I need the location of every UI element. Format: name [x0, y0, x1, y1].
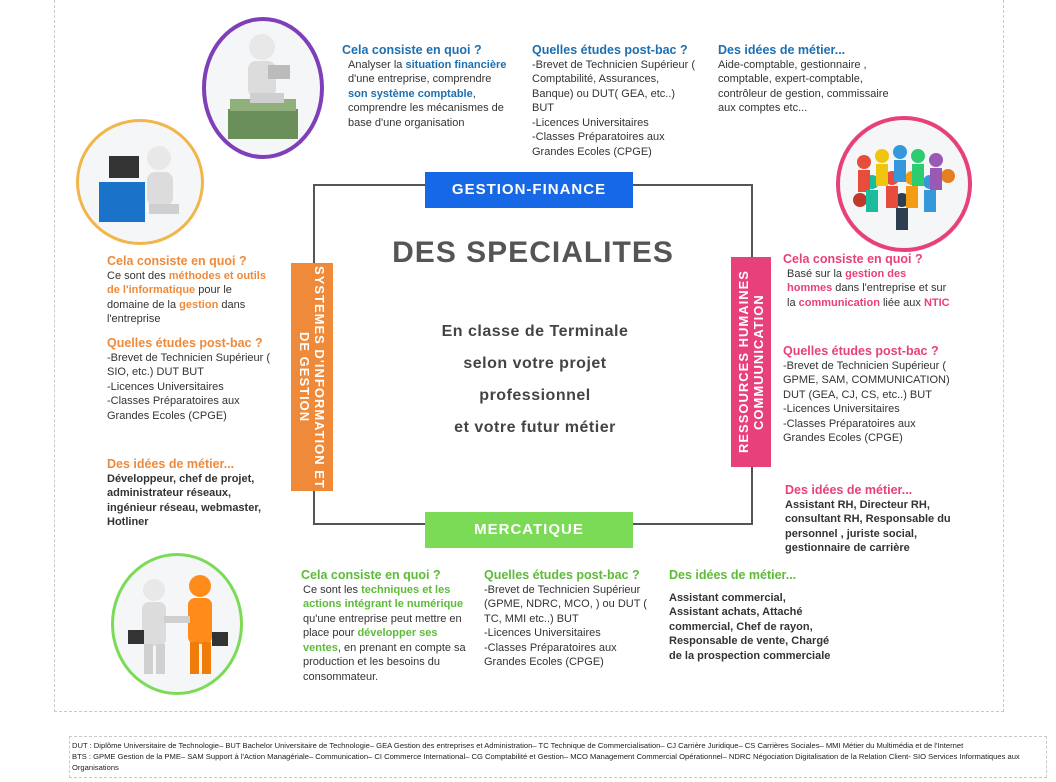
- rh-consiste: Cela consiste en quoi ? Basé sur la gestion des hommes dans l'entreprise et sur la communication liée aux NTIC: [783, 252, 950, 309]
- sio-metiers: Des idées de métier... Développeur, chef de projet, administrateur réseaux, ingénieur réseau, webmaster, Hotliner: [107, 457, 262, 528]
- mk-consiste: Cela consiste en quoi ? Ce sont les techniques et les actions intégrant le numérique qu'une entreprise peut mettre en place pour développer ses ventes, en prenant en compte sa production et les besoins du consommateur.: [301, 568, 466, 683]
- gf-metiers: Des idées de métier... Aide-comptable, gestionnaire , comptable, expert-comptable, contrôleur de gestion, commissaire aux comptes etc...: [718, 43, 889, 114]
- sio-consiste: Cela consiste en quoi ? Ce sont des méthodes et outils de l'informatique pour le domaine de la gestion dans l'entreprise: [107, 254, 266, 325]
- glossary-footer: DUT : Diplôme Universitaire de Technologie– BUT Bachelor Universitaire de Technologie– GEA Gestion des entreprises et Administration– TC Technique de Commercialisation– CJ Carrière Juridique– CS Carrières Sociales– MMI Métier du Multimédia et de l'Internet BTS : GPME Gestion de la PME– SAM Support à l'Action Managériale– Communication– CI Commerce International– CG Comptabilité et Gestion– MCO Management Commercial Opérationnel– NDRC Négociation Digitalisation de la Relation Client- SIO Services Informatiques aux Organisations: [69, 736, 1047, 778]
- gestion-finance-header: GESTION-FINANCE: [425, 172, 633, 208]
- accountant-figure-icon: [202, 17, 324, 159]
- sio-etudes: Quelles études post-bac ? -Brevet de Technicien Supérieur ( SIO, etc.) DUT BUT -Licences Universitaires -Classes Préparatoires aux Grandes Ecoles (CPGE): [107, 336, 271, 422]
- mercatique-header: MERCATIQUE: [425, 512, 633, 548]
- rh-metiers: Des idées de métier... Assistant RH, Directeur RH, consultant RH, Responsable du personnel , juriste social, gestionnaire de carrière: [785, 483, 951, 554]
- rh-header: RESSOURCES HUMAINES COMMUUNICATION: [731, 257, 771, 467]
- center-text: En classe de Terminale selon votre projet professionnel et votre futur métier: [441, 323, 629, 436]
- mk-metiers: Des idées de métier... Assistant commercial, Assistant achats, Attaché commercial, Chef de rayon, Responsable de vente, Chargé de la prospection commerciale: [669, 568, 831, 662]
- computer-user-figure-icon: [76, 119, 204, 245]
- gf-consiste: Cela consiste en quoi ? Analyser la situation financière d'une entreprise, comprendre son système comptable, comprendre les mécanismes de base d'une organisation: [342, 43, 507, 129]
- mk-etudes: Quelles études post-bac ? -Brevet de Technicien Supérieur (GPME, NDRC, MCO, ) ou DUT ( TC, MMI etc..) BUT -Licences Universitaires -Classes Préparatoires aux Grandes Ecoles (CPGE): [484, 568, 647, 668]
- rh-etudes: Quelles études post-bac ? -Brevet de Technicien Supérieur ( GPME, SAM, COMMUNICATION) DUT (GEA, CJ, CS, etc..) BUT -Licences Universitaires -Classes Préparatoires aux Grandes Ecoles (CPGE): [783, 344, 950, 444]
- sio-header: SYSTEMES D'INFORMATION ET DE GESTION: [291, 263, 333, 491]
- page-title: DES SPECIALITES: [392, 236, 674, 269]
- gf-etudes: Quelles études post-bac ? -Brevet de Technicien Supérieur ( Comptabilité, Assurances, Banque) ou DUT( GEA, etc..) BUT -Licences Universitaires -Classes Préparatoires aux Grandes Ecoles (CPGE): [532, 43, 696, 158]
- handshake-figure-icon: [111, 553, 243, 695]
- crowd-figure-icon: [836, 116, 972, 252]
